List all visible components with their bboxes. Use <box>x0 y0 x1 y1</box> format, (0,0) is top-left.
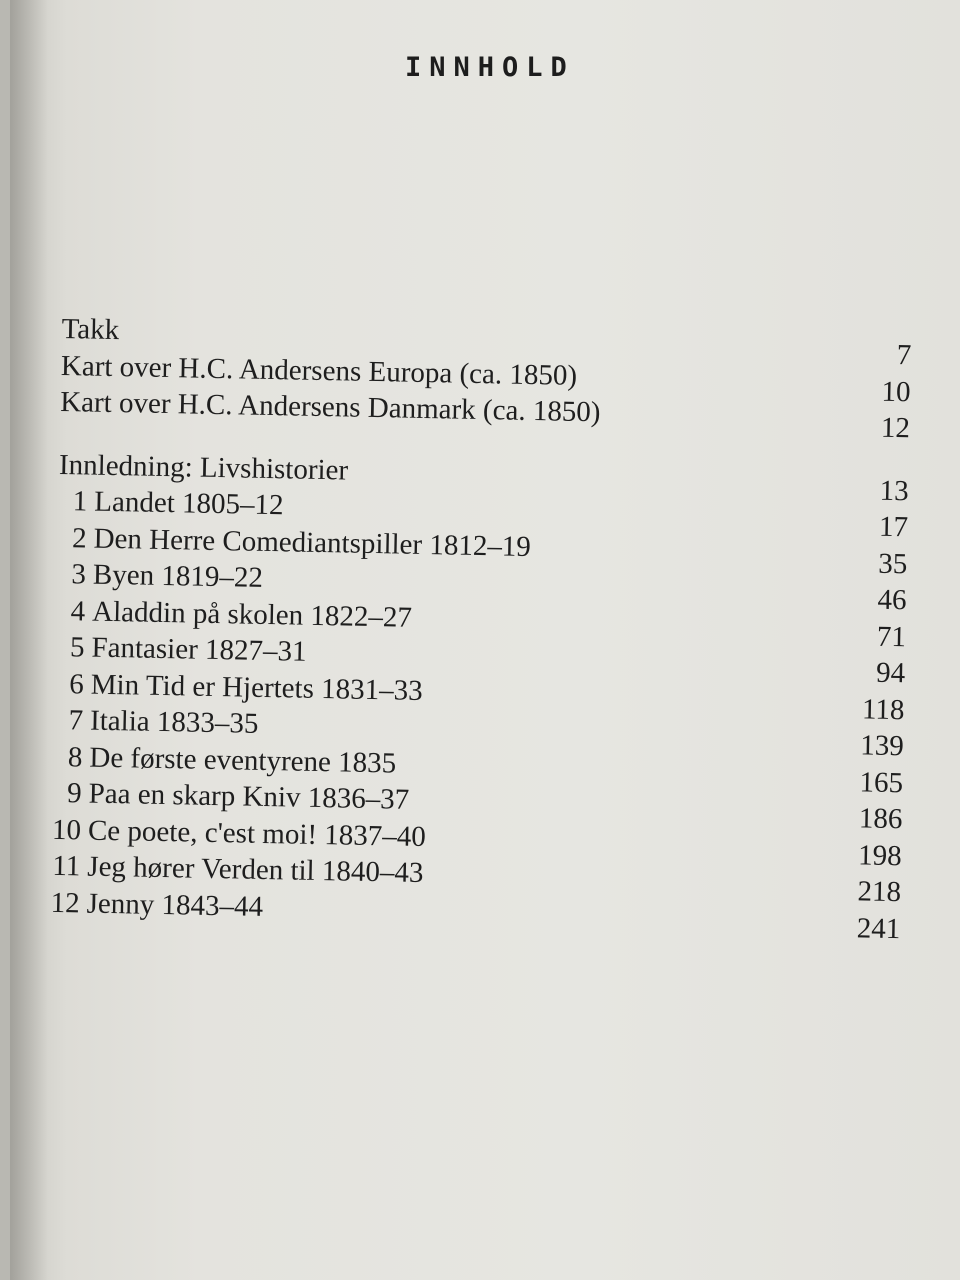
chapter-number: 3 <box>71 558 87 591</box>
chapter-page: 241 <box>856 911 901 945</box>
chapter-title: De første eventyrene 1835 <box>89 741 397 779</box>
toc-entry-title: Kart over H.C. Andersens Europa (ca. 1850) <box>60 349 578 392</box>
toc-entry-page: 12 <box>880 411 911 445</box>
chapter-title: Byen 1819–22 <box>92 558 264 594</box>
chapter-number: 9 <box>66 777 83 810</box>
page-title: INNHOLD <box>405 52 575 83</box>
chapter-number: 2 <box>71 521 87 555</box>
chapter-title: Jeg hører Verden til 1840–43 <box>87 850 424 890</box>
chapter-title: Landet 1805–12 <box>94 485 284 522</box>
chapter-page: 35 <box>877 547 908 580</box>
chapter-number: 11 <box>52 849 81 883</box>
toc-entry-title: Takk <box>61 312 120 347</box>
chapter-number: 12 <box>50 886 80 919</box>
toc-entry-page: 7 <box>896 339 912 372</box>
toc-entry-page: 10 <box>881 375 911 408</box>
chapter-title: Ce poete, c'est moi! 1837–40 <box>87 814 427 853</box>
toc-entry-title: Innledning: Livshistorier <box>58 448 349 487</box>
chapter-title: Min Tid er Hjertets 1831–33 <box>90 668 423 707</box>
chapter-number: 1 <box>72 485 88 518</box>
chapter-page: 118 <box>861 692 905 726</box>
chapter-title: Jenny 1843–44 <box>86 887 264 923</box>
chapter-page: 71 <box>876 620 907 653</box>
chapter-number: 10 <box>51 813 82 846</box>
chapter-page: 218 <box>857 875 902 909</box>
chapter-page: 186 <box>858 802 903 836</box>
chapter-page: 139 <box>859 729 905 763</box>
chapter-number: 8 <box>67 740 83 773</box>
chapter-title: Paa en skarp Kniv 1836–37 <box>88 777 410 816</box>
chapter-page: 17 <box>878 510 909 544</box>
chapter-number: 6 <box>69 667 85 700</box>
chapter-page: 165 <box>859 765 904 799</box>
chapter-number: 5 <box>69 631 85 664</box>
chapter-title: Aladdin på skolen 1822–27 <box>91 595 413 634</box>
chapter-title: Fantasier 1827–31 <box>91 631 307 668</box>
chapter-page: 46 <box>877 583 907 617</box>
book-page <box>10 0 960 1280</box>
table-of-contents <box>10 310 960 945</box>
chapter-title: Den Herre Comediantspiller 1812–19 <box>93 522 532 563</box>
chapter-title: Italia 1833–35 <box>89 704 259 740</box>
chapter-page: 94 <box>875 656 906 690</box>
chapter-page: 198 <box>857 838 902 872</box>
chapter-number: 4 <box>70 594 86 627</box>
toc-entry-page: 13 <box>879 474 910 507</box>
toc-entry-title: Kart over H.C. Andersens Danmark (ca. 1850) <box>59 385 601 429</box>
chapter-number: 7 <box>68 704 84 737</box>
